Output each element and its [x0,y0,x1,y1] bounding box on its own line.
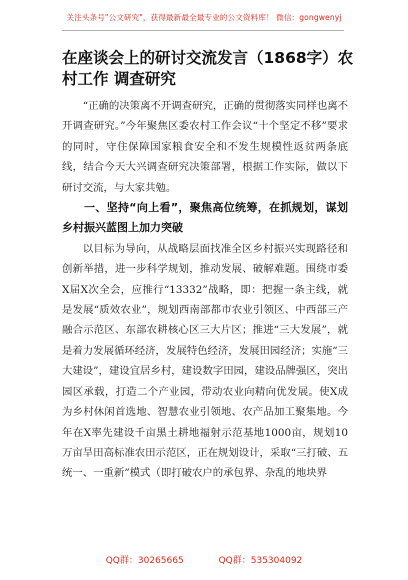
intro-paragraph: “正确的决策离不开调查研究，正确的贯彻落实同样也离不开调查研究。”今年聚焦区委农村工作会议“十个坚定不移”要求的同时，守住保障国家粮食安全和不发生规模性返贫两条底线，结合今天大兴调查研究决策部署，根据工作实际，做以下研讨交流，与大家共勉。 [62,100,348,194]
header-notice: 关注头条号"公文研究"，获得最新最全最专业的公文资料库！ 微信：gongwenyj [66,13,342,22]
document-title: 在座谈会上的研讨交流发言（1868字）农村工作 调查研究 [62,49,354,88]
footer-qq-left: QQ群：30265665 [105,556,184,566]
header-divider [62,30,344,31]
document-body [62,96,348,484]
footer-qq-right: QQ群：535304092 [218,556,303,566]
section-paragraph: 以目标为导向，从战略层面找准全区乡村振兴实现路径和创新举措，进一步科学规划，推动发展、破解难题。围绕市委X届X次全会，应推行“13332”战略，即：把握一条主线，就是发展“质效农业”，规划西南部都市农业引领区、中西部三产融合示范区、东部农耕核心区三大片区；推进“三大发展”，就是着力发展循环经济，发展特色经济，发展田园经济；实施“三大建设”，建设宜居乡村，建设数字田园，建设品牌强区，突出园区承载，打造二个产业园，带动农业向精向优发展。使X成为乡村休闲首选地、智慧农业引领地、农产品加工聚集地。今年在X率先建设千亩黑土耕地福射示范基地1000亩，规划10万亩旱田高标准农田示范区，正在规划设计，采取“三打破、五统一、一重新”模式（即打破农户的承包界、杂乱的地块界 [62,242,348,480]
footer-qq [0,553,408,566]
section-heading: 一、坚持“向上看”，聚焦高位统筹，在抓规划，谋划乡村振兴蓝图上加力突破 [62,201,348,235]
